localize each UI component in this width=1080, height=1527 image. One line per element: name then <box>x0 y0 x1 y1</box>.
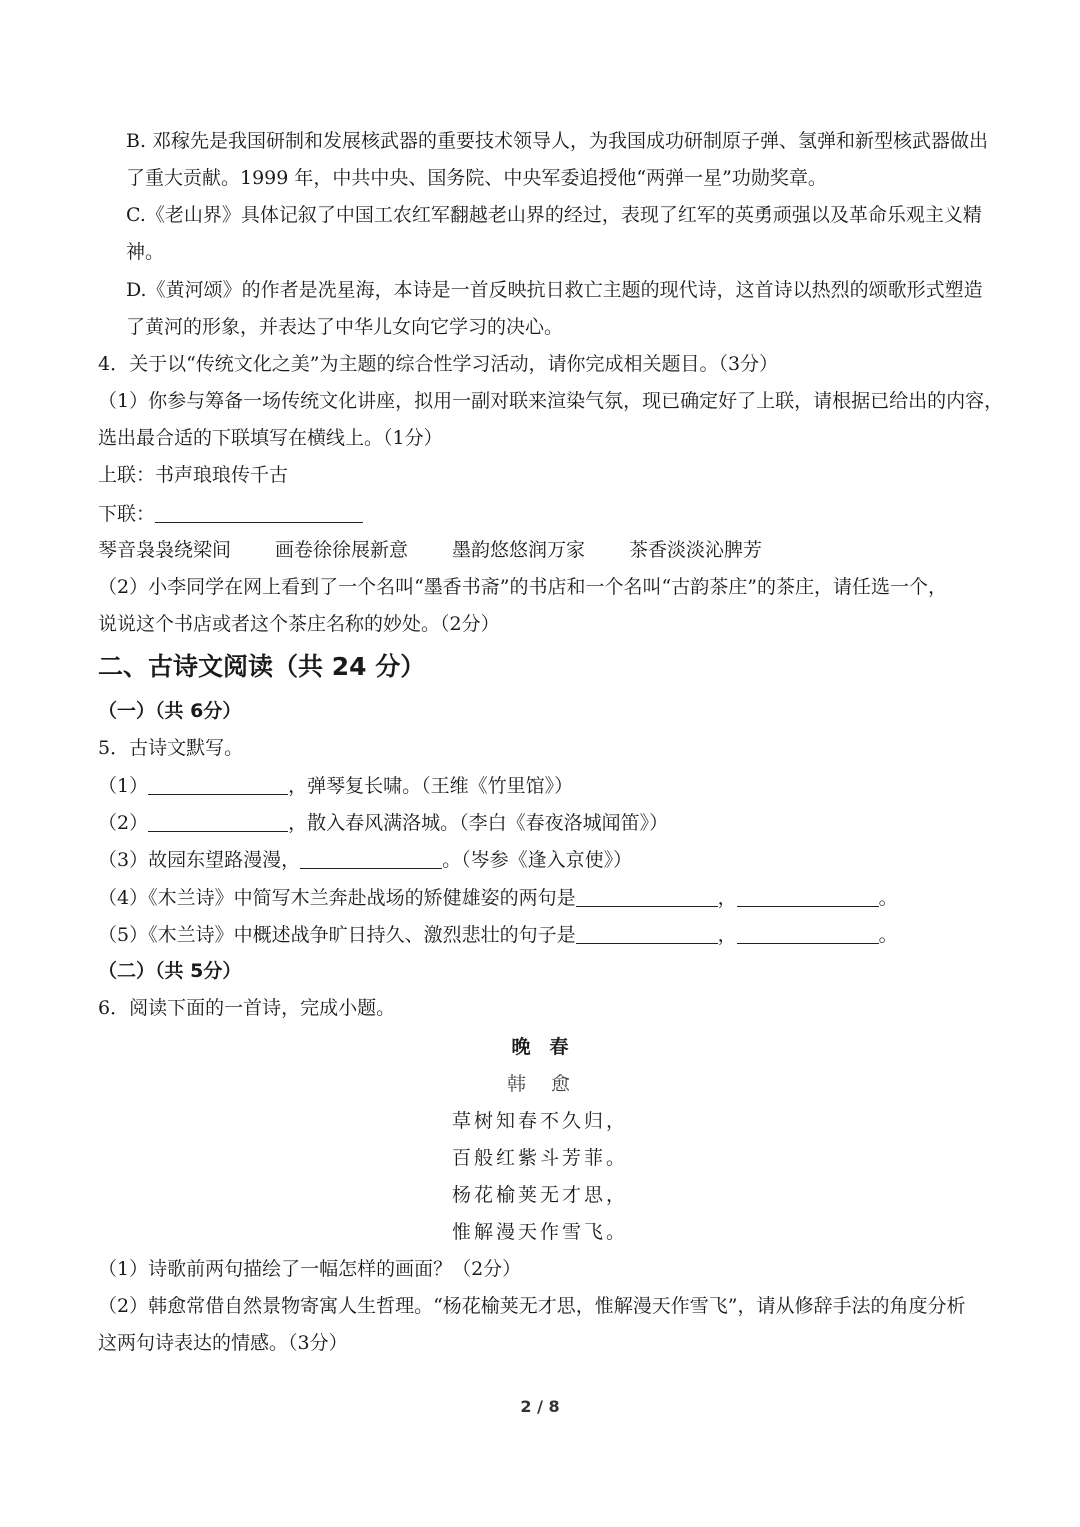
q5-item-3 <box>98 850 632 870</box>
q4-part2-line1: （2）小李同学在网上看到了一个名叫“墨香书斋”的书店和一个名叫“古韵茶庄”的茶庄，请任选一个， <box>98 576 947 598</box>
option-c-line1: C.《老山界》具体记叙了中国工农红军翻越老山界的经过，表现了红军的英勇顽强以及革命乐观主义精 <box>126 204 982 226</box>
couplet-lower-label: 下联： <box>98 503 156 525</box>
q5-item-4 <box>98 888 898 908</box>
option-c-line2: 神。 <box>126 241 165 263</box>
choice-2: 画卷徐徐展新意 <box>275 539 409 561</box>
q6-part1: （1）诗歌前两句描绘了一幅怎样的画面？（2分） <box>98 1258 522 1280</box>
poem-line-1: 草树知春不久归， <box>451 1110 628 1132</box>
couplet-lower-blank[interactable] <box>155 504 363 523</box>
q5-5-blank-b[interactable] <box>737 925 879 944</box>
q5-4-prefix: （4）《木兰诗》中简写木兰奔赴战场的矫健雄姿的两句是 <box>98 887 576 909</box>
q6-stem: 6．阅读下面的一首诗，完成小题。 <box>98 997 396 1019</box>
q5-5-prefix: （5）《木兰诗》中概述战争旷日持久、激烈悲壮的句子是 <box>98 924 576 946</box>
option-b-line2: 了重大贡献。1999 年，中共中央、国务院、中央军委追授他“两弹一星”功勋奖章。 <box>126 167 827 189</box>
q5-4-blank-b[interactable] <box>737 888 879 907</box>
q5-1-prefix: （1） <box>98 775 149 797</box>
q5-1-suffix: ，弹琴复长啸。（王维《竹里馆》） <box>288 775 574 797</box>
option-d-line2: 了黄河的形象，并表达了中华儿女向它学习的决心。 <box>126 316 564 338</box>
part-two-heading: （二）（共 5分） <box>98 960 242 982</box>
q5-1-blank[interactable] <box>148 776 288 795</box>
q4-part1-line1: （1）你参与筹备一场传统文化讲座，拟用一副对联来渲染气氛，现已确定好了上联，请根据已给出的内容， <box>98 390 1004 412</box>
option-d-line1: D.《黄河颂》的作者是冼星海，本诗是一首反映抗日救亡主题的现代诗，这首诗以热烈的颂歌形式塑造 <box>126 279 983 301</box>
q5-4-period: 。 <box>878 887 898 909</box>
poem-line-2: 百般红紫斗芳菲。 <box>451 1147 628 1169</box>
section-title: 二、古诗文阅读（共 24 分） <box>98 652 426 681</box>
poem-line-4: 惟解漫天作雪飞。 <box>451 1221 628 1243</box>
poem-author: 韩 愈 <box>506 1073 573 1095</box>
q5-5-blank-a[interactable] <box>576 925 718 944</box>
q5-item-2 <box>98 813 668 833</box>
poem-title: 晚 春 <box>511 1036 569 1058</box>
part-one-heading: （一）（共 6分） <box>98 700 242 722</box>
q5-4-comma: ， <box>717 887 737 909</box>
page-number: 2 / 8 <box>520 1397 560 1416</box>
option-b-line1: B. 邓稼先是我国研制和发展核武器的重要技术领导人，为我国成功研制原子弹、氢弹和新型核武器做出 <box>126 130 989 152</box>
q5-2-suffix: ，散入春风满洛城。（李白《春夜洛城闻笛》） <box>288 812 669 834</box>
couplet-lower <box>98 504 363 524</box>
q5-item-5 <box>98 925 898 945</box>
q5-3-suffix: 。（岑参《逢入京使》） <box>442 849 633 871</box>
q5-2-blank[interactable] <box>148 813 288 832</box>
q5-5-comma: ， <box>717 924 737 946</box>
couplet-choices <box>98 541 762 560</box>
q5-5-period: 。 <box>878 924 898 946</box>
q4-part2-line2: 说说这个书店或者这个茶庄名称的妙处。（2分） <box>98 613 500 635</box>
q5-3-blank[interactable] <box>300 850 442 869</box>
q5-3-prefix: （3）故园东望路漫漫， <box>98 849 301 871</box>
poem-line-3: 杨花榆荚无才思， <box>451 1184 628 1206</box>
q4-stem: 4．关于以“传统文化之美”为主题的综合性学习活动，请你完成相关题目。（3分） <box>98 353 779 375</box>
choice-3: 墨韵悠悠润万家 <box>452 539 586 561</box>
q5-4-blank-a[interactable] <box>576 888 718 907</box>
q5-stem: 5．古诗文默写。 <box>98 737 244 759</box>
q5-2-prefix: （2） <box>98 812 149 834</box>
q6-part2-line2: 这两句诗表达的情感。（3分） <box>98 1332 348 1354</box>
choice-1: 琴音袅袅绕梁间 <box>98 539 232 561</box>
couplet-upper: 上联：书声琅琅传千古 <box>98 464 289 486</box>
q4-part1-line2: 选出最合适的下联填写在横线上。（1分） <box>98 427 443 449</box>
q5-item-1 <box>98 776 573 796</box>
choice-4: 茶香淡淡沁脾芳 <box>629 539 763 561</box>
q6-part2-line1: （2）韩愈常借自然景物寄寓人生哲理。“杨花榆荚无才思，惟解漫天作雪飞”，请从修辞手法的角度分析 <box>98 1295 966 1317</box>
